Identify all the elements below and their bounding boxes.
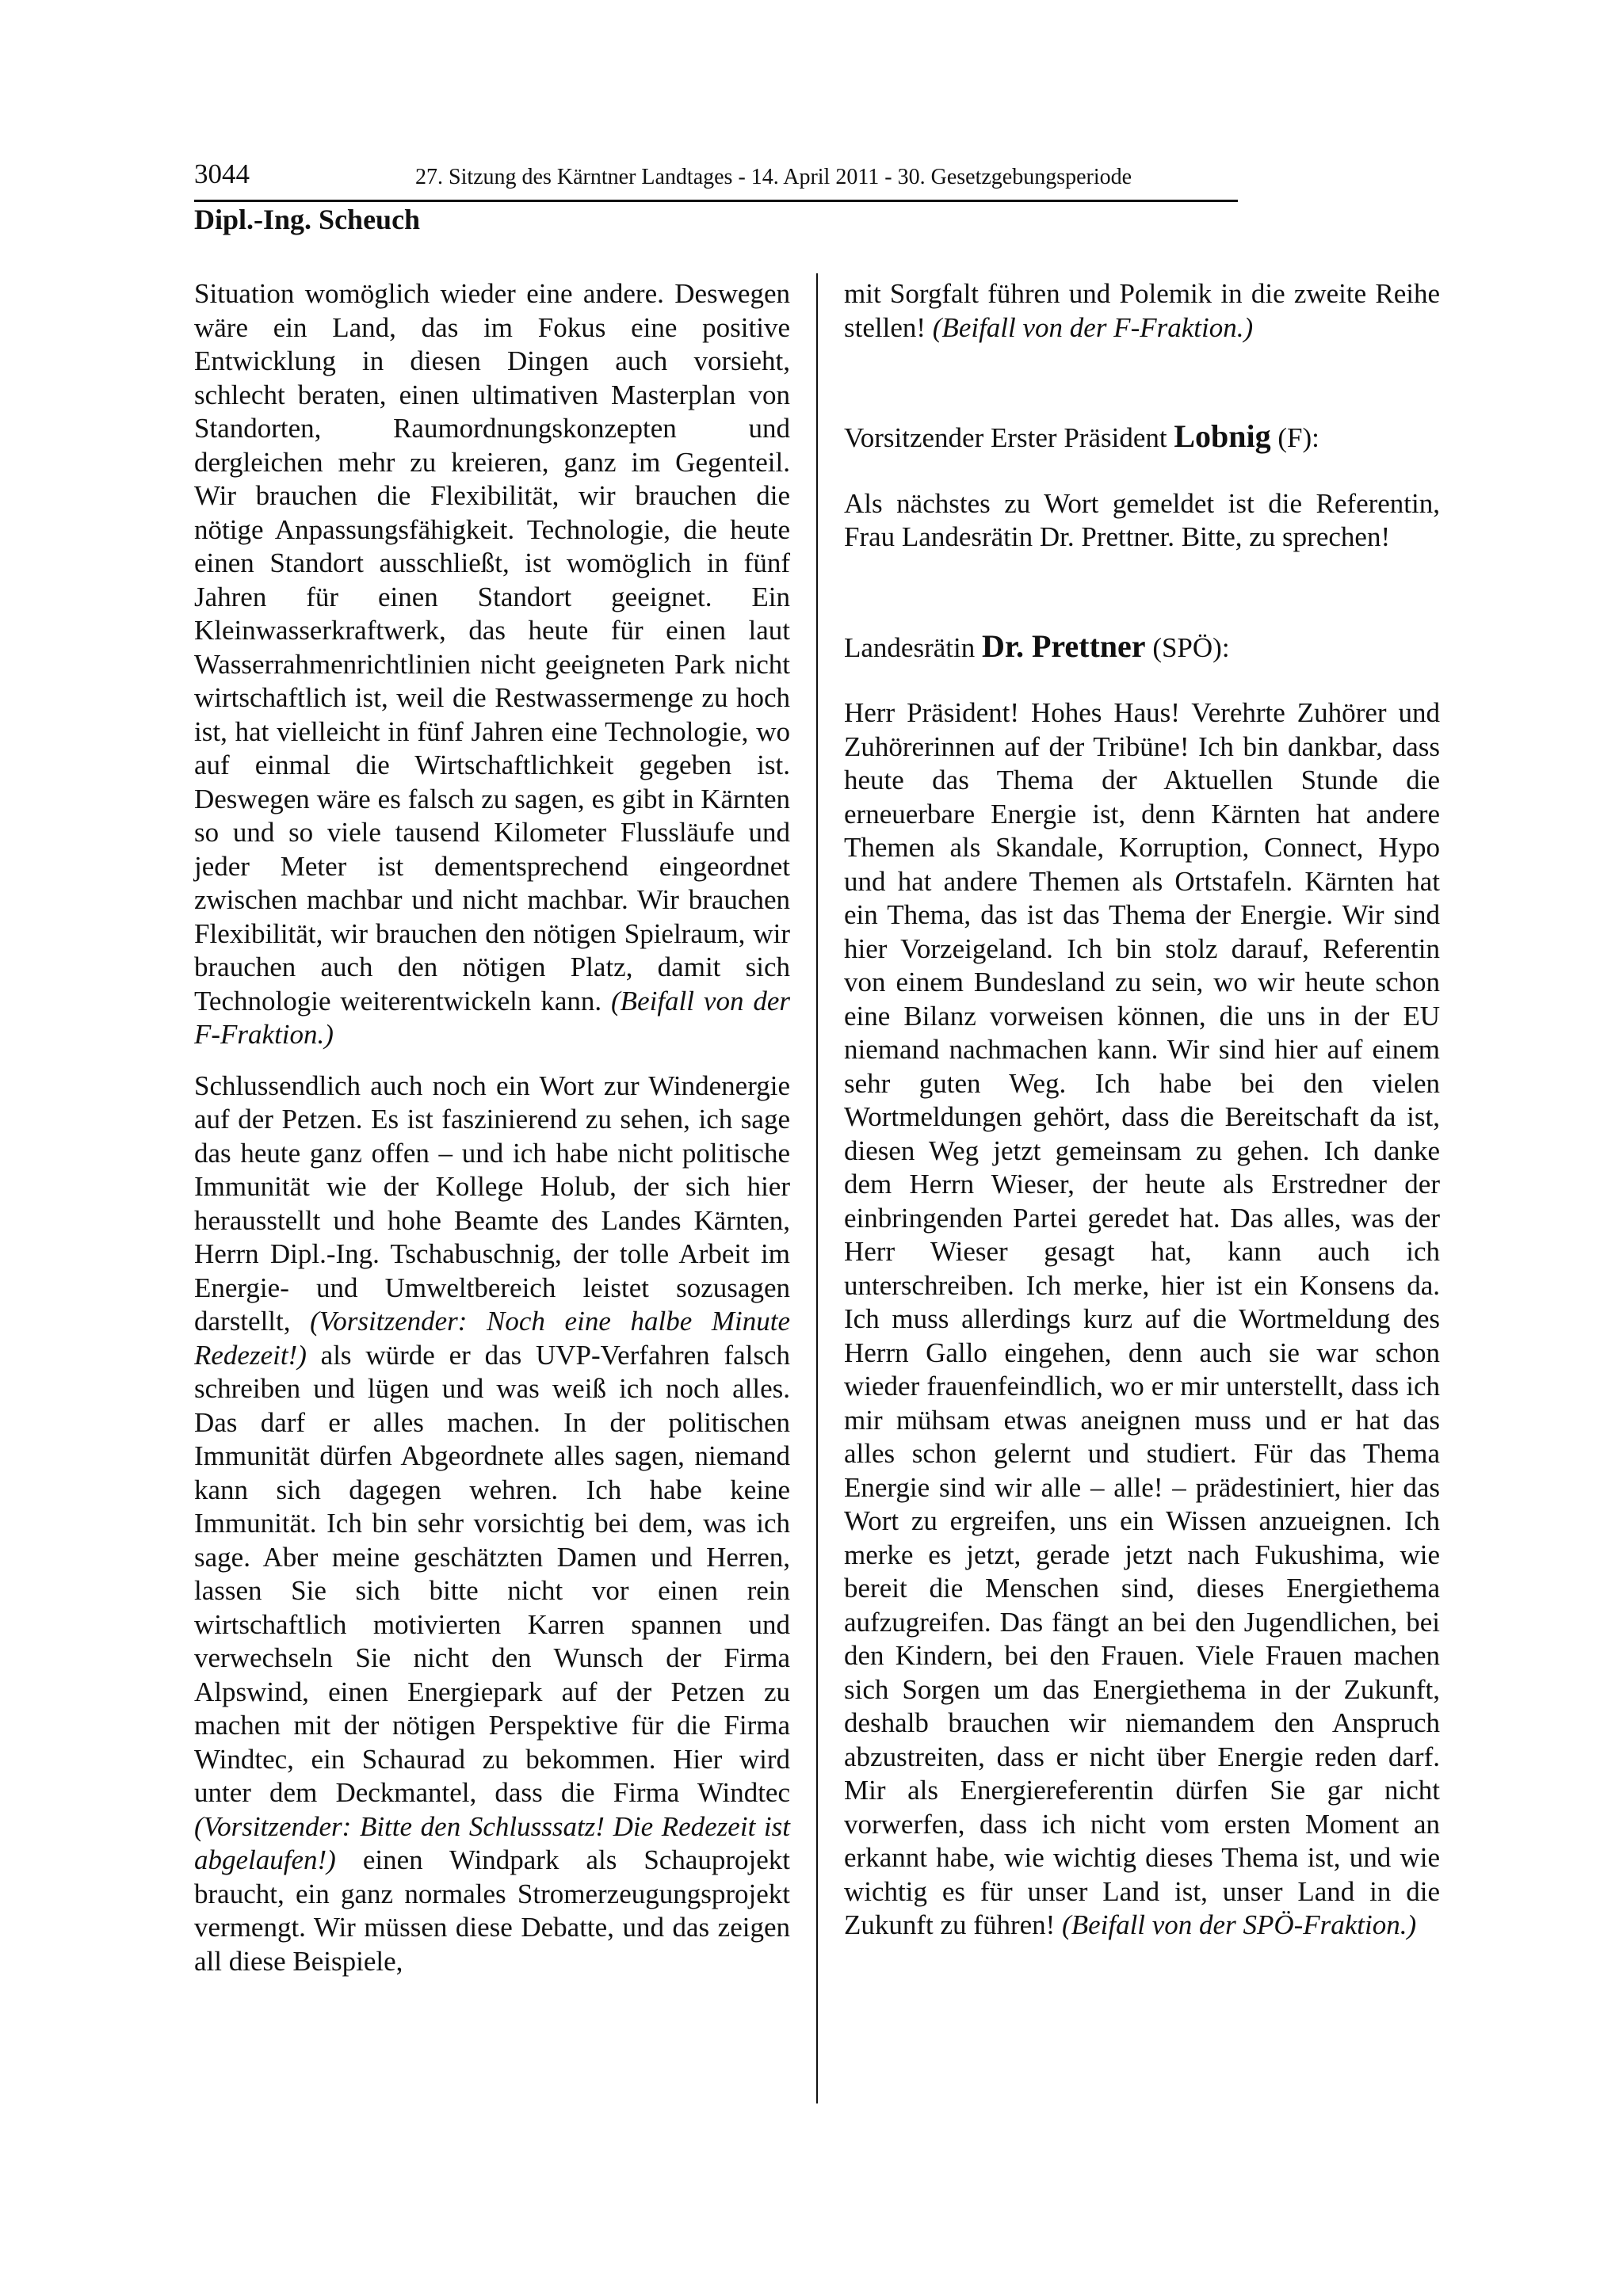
- current-speaker: Dipl.-Ing. Scheuch: [194, 204, 421, 235]
- speaker-heading: [844, 627, 1440, 666]
- speaker-heading: [844, 420, 1440, 456]
- chair-interjection: (Vorsitzender: Noch eine halbe Minute Redezeit!): [194, 1306, 790, 1371]
- paragraph: [844, 277, 1440, 345]
- speech-text: einen Windpark als Schauprojekt braucht, ein ganz normales Stromerzeugungsprojekt vermengt. Wir müssen diese Debatte, und das zeigen all diese Beispiele,: [194, 1844, 791, 1977]
- running-title: 27. Sitzung des Kärntner Landtages - 14. April 2011 - 30. Gesetzgebungsperiode: [415, 165, 1132, 189]
- applause-note: (Beifall von der SPÖ-Fraktion.): [1062, 1909, 1417, 1940]
- speaker-role: Vorsitzender Erster Präsident: [844, 422, 1167, 453]
- speaker-role: Landesrätin: [844, 631, 976, 663]
- speech-text: mit Sorgfalt führen und Polemik in die zweite Reihe stellen!: [844, 278, 1440, 343]
- speech-text: Situation womöglich wieder eine andere. Deswegen wäre ein Land, das im Fokus eine positive Entwicklung in diesen Dingen auch vorsieht, schlecht beraten, einen ultimativen Masterplan von Standorten, Raumordnungskonzepten und dergleichen mehr zu kreieren, ganz im Gegenteil. Wir brauchen die Flexibilität, wir brauchen die nötige Anpassungsfähigkeit. Technologie, die heute einen Standort ausschließt, ist womöglich in fünf Jahren für einen Standort geeignet. Ein Kleinwasserkraftwerk, das heute für einen laut Wasserrahmenrichtlinien nicht geeigneten Park nicht wirtschaftlich ist, weil die Restwassermenge zu hoch ist, hat vielleicht in fünf Jahren eine Technologie, wo auf einmal die Wirtschaftlichkeit gegeben ist. Deswegen wäre es falsch zu sagen, es gibt in Kärnten so und so viele tausend Kilometer Flussläufe und jeder Meter ist dementsprechend eingeordnet zwischen machbar und nicht machbar. Wir brauchen Flexibilität, wir brauchen den nötigen Spielraum, wir brauchen auch den nötigen Platz, damit sich Technologie weiterentwickeln kann.: [194, 278, 790, 1016]
- paragraph: [194, 277, 790, 1052]
- speaker-party: (SPÖ):: [1152, 631, 1230, 663]
- speech-text: Als nächstes zu Wort gemeldet ist die Referentin, Frau Landesrätin Dr. Prettner. Bitte, zu sprechen!: [844, 487, 1440, 552]
- speaker-name: Lobnig: [1174, 418, 1271, 454]
- column-divider: [816, 273, 818, 2103]
- chair-interjection: (Vorsitzender: Bitte den Schlusssatz! Die Redezeit ist abgelaufen!): [194, 1810, 790, 1875]
- right-column: [844, 277, 1440, 1943]
- speaker-name: Dr. Prettner: [981, 627, 1146, 664]
- speech-text: als würde er das UVP-Verfahren falsch schreiben und lügen und was weiß ich noch alles. Das darf er alles machen. In der politischen Immunität dürfen Abgeordnete alles sagen, niemand kann sich dagegen wehren. Ich habe keine Immunität. Ich bin sehr vorsichtig bei dem, was ich sage. Aber meine geschätzten Damen und Herren, lassen Sie sich bitte nicht vor einen rein wirtschaftlich motivierten Karren spannen und verwechseln Sie nicht den Wunsch der Firma Alpswind, einen Energiepark auf der Petzen zu machen mit der nötigen Perspektive für die Firma Windtec, ein Schaurad zu bekommen. Hier wird unter dem Deckmantel, dass die Firma Windtec: [194, 1339, 791, 1808]
- speech-text: Schlussendlich auch noch ein Wort zur Windenergie auf der Petzen. Es ist faszinierend zu sehen, ich sage das heute ganz offen – und ich habe nicht politische Immunität wie der Kollege Holub, der sich hier herausstellt und hohe Beamte des Landes Kärnten, Herrn Dipl.-Ing. Tschabuschnig, der tolle Arbeit im Energie- und Umweltbereich leistet sozusagen darstellt,: [194, 1070, 790, 1337]
- left-column: [194, 277, 790, 1978]
- page-header: [194, 155, 1238, 202]
- paragraph: [194, 1070, 790, 1979]
- page-number: 3044: [194, 158, 250, 189]
- speech-text: Herr Präsident! Hohes Haus! Verehrte Zuhörer und Zuhörerinnen auf der Tribüne! Ich bin dankbar, dass heute das Thema der Aktuellen Stunde die erneuerbare Energie ist, denn Kärnten hat andere Themen als Skandale, Korruption, Connect, Hypo und hat andere Themen als Ortstafeln. Kärnten hat ein Thema, das ist das Thema der Energie. Wir sind hier Vorzeigeland. Ich bin stolz darauf, Referentin von einem Bundesland zu sein, wo wir heute schon eine Bilanz vorweisen können, die uns in der EU niemand nachmachen kann. Wir sind hier auf einem sehr guten Weg. Ich habe bei den vielen Wortmeldungen gehört, dass die Bereitschaft da ist, diesen Weg jetzt gemeinsam zu gehen. Ich danke dem Herrn Wieser, der heute als Erstredner der einbringenden Partei geredet hat. Das alles, was der Herr Wieser gesagt hat, kann auch ich unterschreiben. Ich merke, hier ist ein Konsens da. Ich muss allerdings kurz auf die Wortmeldung des Herrn Gallo eingehen, denn auch sie war schon wieder frauenfeindlich, wo er mir unterstellt, dass ich mir mühsam etwas aneignen muss und er hat das alles schon gelernt und studiert. Für das Thema Energie sind wir alle – alle! – prädestiniert, hier das Wort zu ergreifen, uns ein Wissen anzueignen. Ich merke es jetzt, gerade jetzt nach Fukushima, wie bereit die Menschen sind, dieses Energiethema aufzugreifen. Das fängt an bei den Jugendlichen, bei den Kindern, bei den Frauen. Viele Frauen machen sich Sorgen um das Energiethema in der Zukunft, deshalb brauchen wir niemandem den Anspruch abzustreiten, dass er nicht über Energie reden darf. Mir als Energiereferentin dürfen Sie gar nicht vorwerfen, dass ich nicht vom ersten Moment an erkannt habe, wie wichtig dieses Thema ist, und wie wichtig es für unser Land ist, unser Land in die Zukunft zu führen!: [844, 697, 1440, 1940]
- applause-note: (Beifall von der F-Fraktion.): [194, 985, 791, 1050]
- paragraph: [844, 696, 1440, 1943]
- applause-note: (Beifall von der F-Fraktion.): [932, 311, 1254, 343]
- speaker-party: (F):: [1277, 422, 1319, 453]
- paragraph: [844, 487, 1440, 555]
